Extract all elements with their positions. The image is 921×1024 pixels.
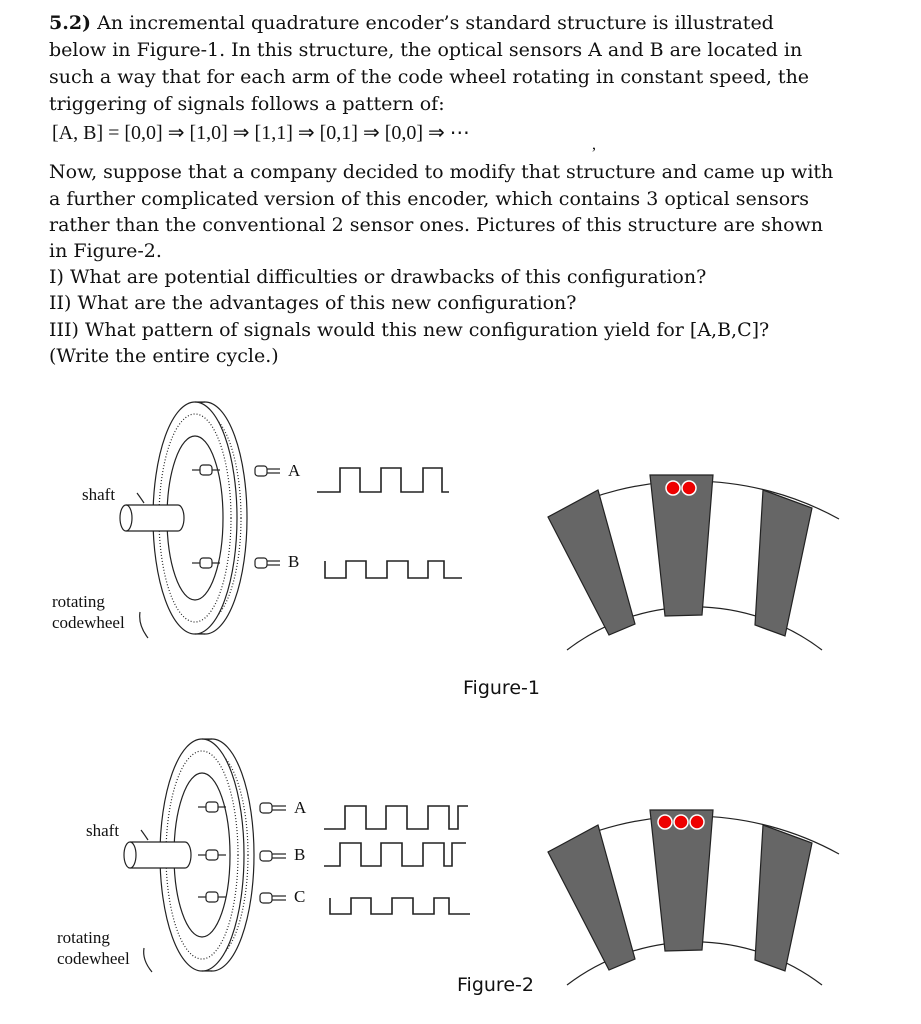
problem-line-3: such a way that for each arm of the code wheel rotating in constant speed, the [49,66,810,88]
figure2-caption: Figure-2 [457,974,534,996]
fig2-wheel-label-1: rotating [57,928,110,947]
fig1-sensor-a-label: A [288,461,301,480]
fig2-slot-3 [755,825,812,971]
fig1-shaft-label: shaft [82,485,116,504]
fig2-sensor-a-label: A [294,798,307,817]
fig2-slot-1 [548,825,635,970]
question-2: II) What are the advantages of this new configuration? [49,292,577,314]
problem-intro: An incremental quadrature encoder’s standard structure is illustrated [97,12,774,34]
signal-pattern-equation: [A, B] = [0,0] ⇒ [1,0] ⇒ [1,1] ⇒ [0,1] ⇒ [0,0] ⇒ ⋯ [52,122,470,144]
problem-line-6: a further complicated version of this encoder, which contains 3 optical sensors [49,188,809,210]
problem-line-4: triggering of signals follows a pattern of: [49,93,445,115]
fig2-sensor-dot-3 [690,815,704,829]
problem-number: 5.2) [49,12,92,34]
problem-line-2: below in Figure-1. In this structure, the optical sensors A and B are located in [49,39,803,61]
fig2-sensor-b-label: B [294,845,306,864]
question-1: I) What are potential difficulties or drawbacks of this configuration? [49,266,707,288]
figure1-caption: Figure-1 [463,677,540,699]
pattern-mark: , [592,136,596,153]
problem-line-7: rather than the conventional 2 sensor ones. Pictures of this structure are shown [49,214,824,236]
fig2-wheel-label-2: codewheel [57,949,130,968]
fig2-sensor-c-label: C [294,887,306,906]
fig1-sensor-b-label: B [288,552,300,571]
fig2-sensor-dot-2 [674,815,688,829]
question-3: III) What pattern of signals would this new configuration yield for [A,B,C]? [49,319,770,341]
fig2-slot-2 [650,810,713,951]
fig1-wheel-label-1: rotating [52,592,105,611]
fig2-shaft-label: shaft [86,821,120,840]
fig1-wheel-label-2: codewheel [52,613,125,632]
problem-line-5: Now, suppose that a company decided to modify that structure and came up with [49,161,834,183]
fig2-sensor-dot-1 [658,815,672,829]
question-3-note: (Write the entire cycle.) [49,345,279,367]
problem-line-8: in Figure-2. [49,240,162,262]
